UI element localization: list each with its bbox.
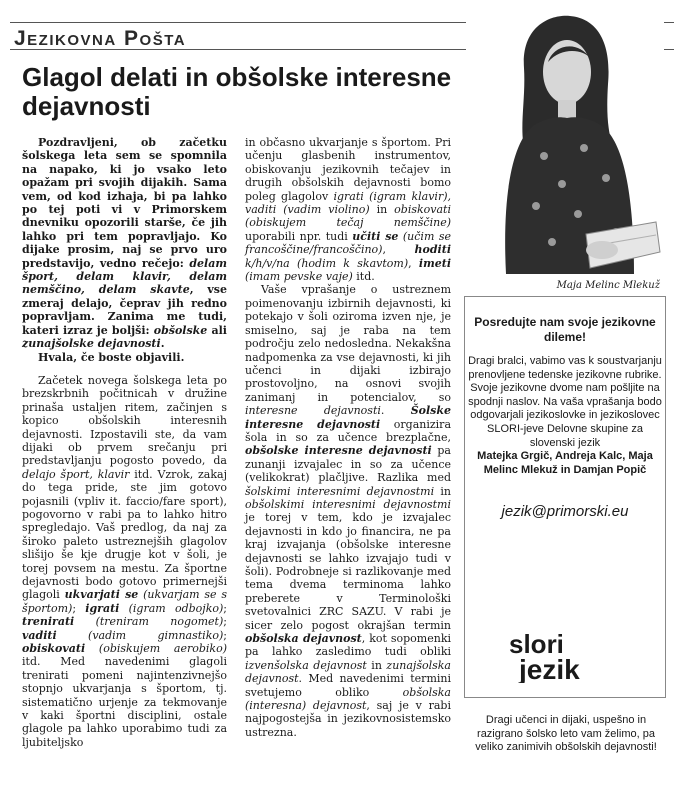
article-column-2 <box>245 136 451 739</box>
box-title: Posredujte nam svoje jezikovne dileme! <box>474 315 656 344</box>
rubric-title: Jezikovna Pošta <box>14 27 187 50</box>
slori-jezik-logo <box>505 629 625 683</box>
portrait-illustration <box>466 6 664 274</box>
article-column-1 <box>22 136 227 749</box>
submission-box <box>464 296 666 698</box>
email-link[interactable]: jezik@primorski.eu <box>501 503 629 521</box>
author-portrait <box>466 6 664 274</box>
photo-caption: Maja Melinc Mlekuž <box>556 280 660 291</box>
authors: Matejka Grgič, Andreja Kalc, Maja Melinc Mlekuž in Damjan Popič <box>477 450 653 476</box>
article-title: Glagol delati in obšolske interesne dejavnosti <box>22 62 452 121</box>
logo-top-text: slori <box>509 629 564 659</box>
logo-mark <box>505 629 625 683</box>
box-body: Dragi bralci, vabimo vas k soustvarjanju prenovljene tedenske jezikovne rubrike. Svoje jezikovne dvome nam pošljite na spodnji naslov. Na vaša vprašanja bodo odgovarjali jezikoslovke in jezikoslovec SLORI-jeve Delovne skupine za slovenski jezik Matejka Grgič, Andreja Kalc, Maja Melinc Mlekuž in Damjan Popič <box>468 355 662 476</box>
logo-bottom-text: jezik <box>519 654 580 683</box>
answer-paragraph-1: Začetek novega šolskega leta po brezskrbnih počitnicah v družine prinaša ustaljen ritem, začinjen s kopico obšolskih interesnih dejavnosti. Izpostavili ste, da vam dijaki ob prvem srečanju pri predstavljanju pogosto povedo, da delajo šport, klavir itd. Vzrok, zakaj do tega pride, ste jim gotovo pojasnili (vpliv it. faccio/fare sport), pogovorno v rabi pa to lahko hitro spregledajo. Vaš predlog, da naj za široko paleto ustreznejših glagolov slišijo še kje drugje kot v šoli, je torej povsem na mestu. Za športne dejavnosti bodo gotovo primernejši glagoli ukvarjati se (ukvarjam se s športom); igrati (igram odbojko); trenirati (treniram nogomet); vaditi (vadim gimnastiko); obiskovati (obiskujem aerobiko) itd. Med navedenimi glagoli trenirati pomeni najintenzivnejšo stopnjo ukvarjanja s športom, tj. sistematično urjenje za tekmovanje v kaki športni disciplini, ostale glagole pa lahko uporabimo tudi za ljubiteljsko <box>22 373 227 749</box>
reader-question: Pozdravljeni, ob začetku šolskega leta sem se spomnila na napako, ki jo vsako leto opažam pri svojih dijakih. Sama vem, od kod izhaja, bi pa lahko po tej poti vi v Primorskem dnevniku opozorili starše, če jih lahko pri tem popravljajo. Ko dijake prosim, naj se prvo uro predstavijo, vedno rečejo: delam šport, delam klavir, delam nemščino, delam skavte, vse zmeraj delajo, čeprav jih redno popravljam. Zanima me tudi, kateri izraz je boljši: obšolske ali zunajšolske dejavnosti. <box>22 136 228 351</box>
reader-thanks: Hvala, če boste objavili. <box>38 350 185 364</box>
answer-paragraph-2: Vaše vprašanje o ustreznem poimenovanju izbirnih dejavnosti, ki potekajo v šoli oziroma izven nje, je smiselno, saj je raba na tem področju zelo nedosledna. Nekakšna nadpomenka za vse dejavnosti, ki jih učenci in dijaki izbirajo prostovoljno, na osnovi svojih zanimanj in potencialov, so interesne dejavnosti. Šolske interesne dejavnosti organizira šola in so za učence brezplačne, obšolske interesne dejavnosti pa zunanji izvajalec in so za učence (velikokrat) plačljive. Razlika med šolskimi interesnimi dejavnostmi in obšolskimi interesnimi dejavnostmi je torej v tem, kdo je izvajalec dejavnosti in kdo jo financira, ne pa kraj izvajanja (obšolske interesne dejavnosti se lahko izvajajo tudi v šoli). Podrobneje si razlikovanje med tema dvema terminoma lahko preberete v Terminološki svetovalnici ZRC SAZU. V rabi je sicer zelo pogost okrajšan termin obšolska dejavnost, kot sopomenki pa lahko zasledimo tudi obliki izvenšolska dejavnost in zunajšolska dejavnost. Med navedenimi termini svetujemo obliko obšolska (interesna) dejavnost, saj je v rabi najpogostejša in jezikovnosistemsko ustrezna. <box>245 283 451 739</box>
farewell-note: Dragi učenci in dijaki, uspešno in razigrano šolsko leto vam želimo, pa veliko zanimivih obšolskih dejavnosti! <box>475 714 657 754</box>
answer-paragraph-1-cont: in občasno ukvarjanje s športom. Pri učenju glasbenih instrumentov, obiskovanju jezikovnih tečajev in drugih obšolskih dejavnosti bomo poleg glagolov igrati (igram klavir), vaditi (vadim violino) in obiskovati (obiskujem tečaj nemščine) uporabili npr. tudi učiti se (učim se francoščine/francoščino), hoditi k/h/v/na (hodim k skavtom), imeti (imam pevske vaje) itd. <box>245 136 451 284</box>
